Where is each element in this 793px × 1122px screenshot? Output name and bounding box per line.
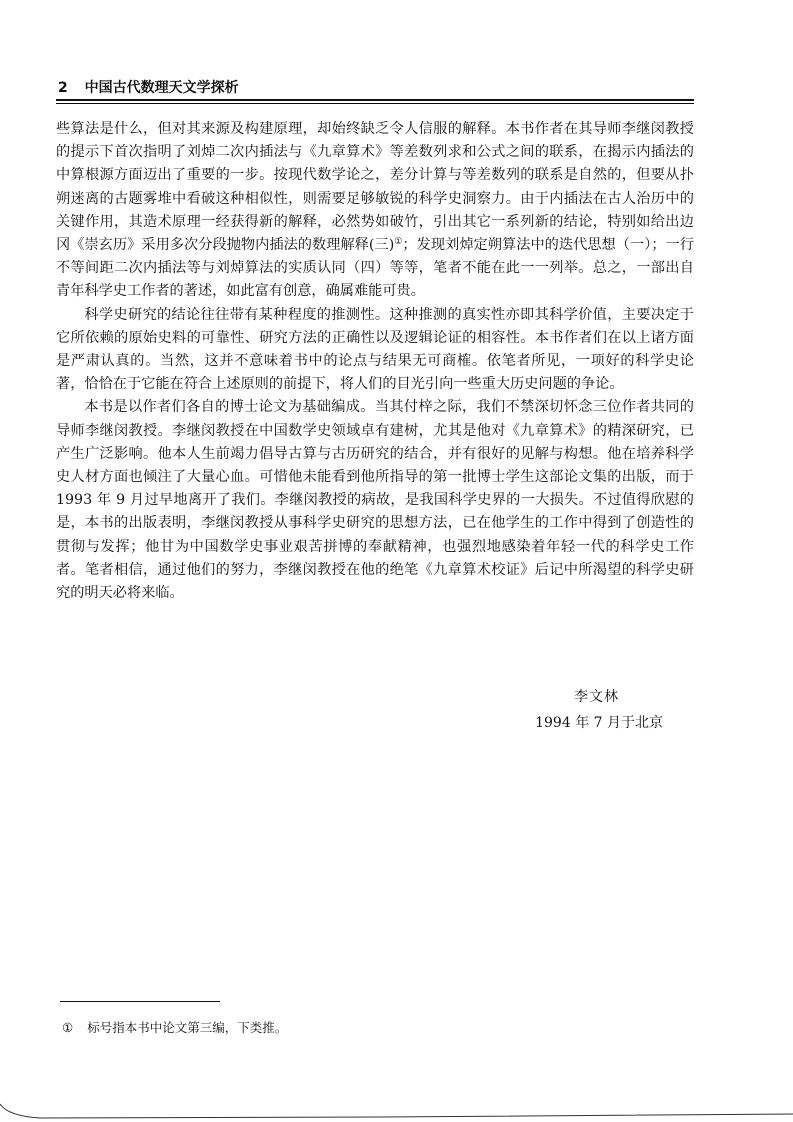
scan-edge-line (0, 1102, 793, 1122)
header-rule (56, 99, 694, 104)
paragraph-1-part-1: 些算法是什么，但对其来源及构建原理，却始终缺乏令人信服的解释。本书作者在其导师李继闵教授的提示下首次指明了刘焯二次内插法与《九章算术》等差数列求和公式之间的联系，在揭示内插法的中算根源方面迈出了重要的一步。按现代数学论之，差分计算与等差数列的联系是自然的，但要从扑朔迷离的古题雾堆中看破这种相似性，则需要足够敏锐的科学史洞察力。由于内插法在古人治历中的关键作用，其造术原理一经获得新的解释，必然势如破竹，引出其它一系列新的结论，特别如给出边冈《崇玄历》采用多次分段抛物内插法的数理解释(三) (56, 121, 694, 254)
signature-date-place: 1994 年 7 月于北京 (535, 715, 663, 731)
paragraph-1 (56, 118, 694, 304)
signature-block (535, 684, 663, 736)
footnote-text: 标号指本书中论文第三编，下类推。 (87, 1020, 288, 1035)
footnote-rule (60, 1001, 220, 1002)
footnote-reference: ① (394, 237, 403, 248)
main-text (56, 118, 694, 605)
paragraph-1-part-2: ；发现刘焯定朔算法中的迭代思想（一）；一行不等间距二次内插法等与刘焯算法的实质认同（四）等等，笔者不能在此一一列举。总之，一部出自青年科学史工作者的著述，如此富有创意，确属难能可贵。 (56, 237, 694, 300)
signature-author: 李文林 (574, 689, 619, 705)
running-head (58, 80, 698, 96)
paragraph-2: 科学史研究的结论往往带有某种程度的推测性。这种推测的真实性亦即其科学价值，主要决定于它所依赖的原始史料的可靠性、研究方法的正确性以及逻辑论证的相容性。本书作者们在以上诸方面是严肃认真的。当然，这并不意味着书中的论点与结果无可商榷。依笔者所见，一项好的科学史论著，恰恰在于它能在符合上述原则的前提下，将人们的目光引向一些重大历史问题的争论。 (56, 306, 694, 393)
footnote (62, 1020, 287, 1036)
footnote-marker: ① (62, 1020, 74, 1035)
book-title: 中国古代数理天文学探析 (84, 80, 239, 96)
paragraph-3: 本书是以作者们各自的博士论文为基础编成。当其付梓之际，我们不禁深切怀念三位作者共同的导师李继闵教授。李继闵教授在中国数学史领域卓有建树，尤其是他对《九章算术》的精深研究，已产生广泛影响。他本人生前竭力倡导古算与古历研究的结合，并有很好的见解与构想。他在培养科学史人材方面也倾注了大量心血。可惜他未能看到他所指导的第一批博士学生这部论文集的出版，而于 1993 年 9 月过早地离开了我们。李继闵教授的病故，是我国科学史界的一大损失。不过值得欣慰的是，本书的出版表明，李继闵教授从事科学史研究的思想方法，已在他学生的工作中得到了创造性的贯彻与发挥；他甘为中国数学史事业艰苦拼博的奉献精神，也强烈地感染着年轻一代的科学史工作者。笔者相信，通过他们的努力，李继闵教授在他的绝笔《九章算术校证》后记中所渴望的科学史研究的明天必将来临。 (56, 399, 694, 602)
page-number: 2 (58, 80, 68, 96)
